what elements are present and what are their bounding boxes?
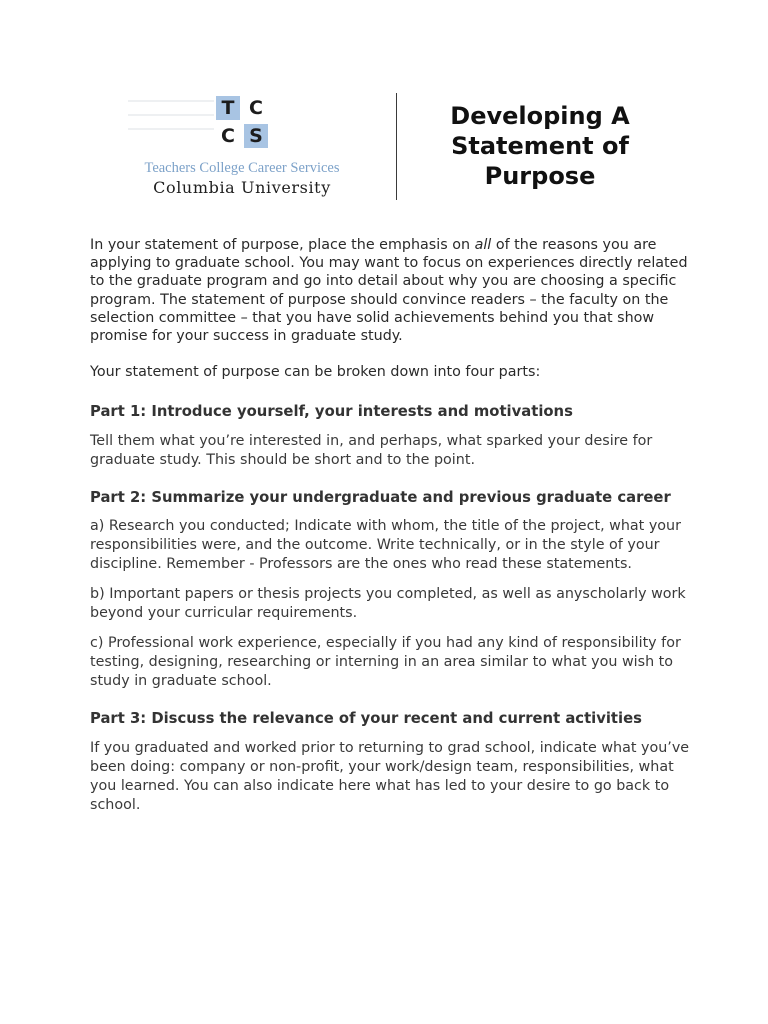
- part3-text: If you graduated and worked prior to returning to grad school, indicate what you’ve been doing: company or non-profit, your work/design team, responsibilities, what you learned. You can also indicate here what has led to your desire to go back to school.: [90, 739, 690, 813]
- logo-letter-tiles: [216, 96, 272, 152]
- logo-faint-line: [128, 100, 214, 102]
- header-divider: [396, 93, 397, 200]
- part1-heading: Part 1: Introduce yourself, your interests and motivations: [90, 403, 573, 421]
- intro-text-start: In your statement of purpose, place the emphasis on: [90, 237, 475, 253]
- tccs-logo: [128, 96, 356, 206]
- document-body: [90, 236, 690, 826]
- logo-tile-s: S: [244, 124, 268, 148]
- part1-text: Tell them what you’re interested in, and perhaps, what sparked your desire for graduate study. This should be short and to the point.: [90, 432, 653, 468]
- logo-tile-c2: C: [216, 124, 240, 148]
- logo-university-name: Columbia University: [153, 178, 331, 197]
- logo-tile-t: T: [216, 96, 240, 120]
- logo-faint-line: [128, 114, 214, 116]
- logo-org-name: Teachers College Career Services: [144, 160, 340, 176]
- part2-item-a: a) Research you conducted; Indicate with whom, the title of the project, what your responsibilities were, and the outcome. Write technically, or in the style of your discipline. Remember - Professors are the ones who read these statements.: [90, 518, 681, 573]
- part3-heading: Part 3: Discuss the relevance of your recent and current activities: [90, 710, 642, 728]
- parts-overview: Your statement of purpose can be broken down into four parts:: [90, 364, 541, 381]
- part2-item-c: c) Professional work experience, especially if you had any kind of responsibility for testing, designing, researching or interning in an area similar to what you wish to study in graduate school.: [90, 635, 681, 690]
- logo-faint-line: [128, 128, 214, 130]
- intro-paragraph: [90, 236, 690, 345]
- intro-text-end: of the reasons you are applying to graduate school. You may want to focus on experiences directly related to the graduate program and go into detail about why you are choosing a specific program. The statement of purpose should convince readers – the faculty on the selection committee – that you have solid achievements behind you that show promise for your success in graduate study.: [90, 237, 688, 345]
- document-title: Developing A Statement of Purpose: [450, 102, 630, 190]
- intro-emphasis: all: [474, 237, 492, 253]
- logo-tile-c1: C: [244, 96, 268, 120]
- part2-heading: Part 2: Summarize your undergraduate and previous graduate career: [90, 488, 671, 506]
- part2-item-b: b) Important papers or thesis projects you completed, as well as anyscholarly work beyond your curricular requirements.: [90, 586, 686, 622]
